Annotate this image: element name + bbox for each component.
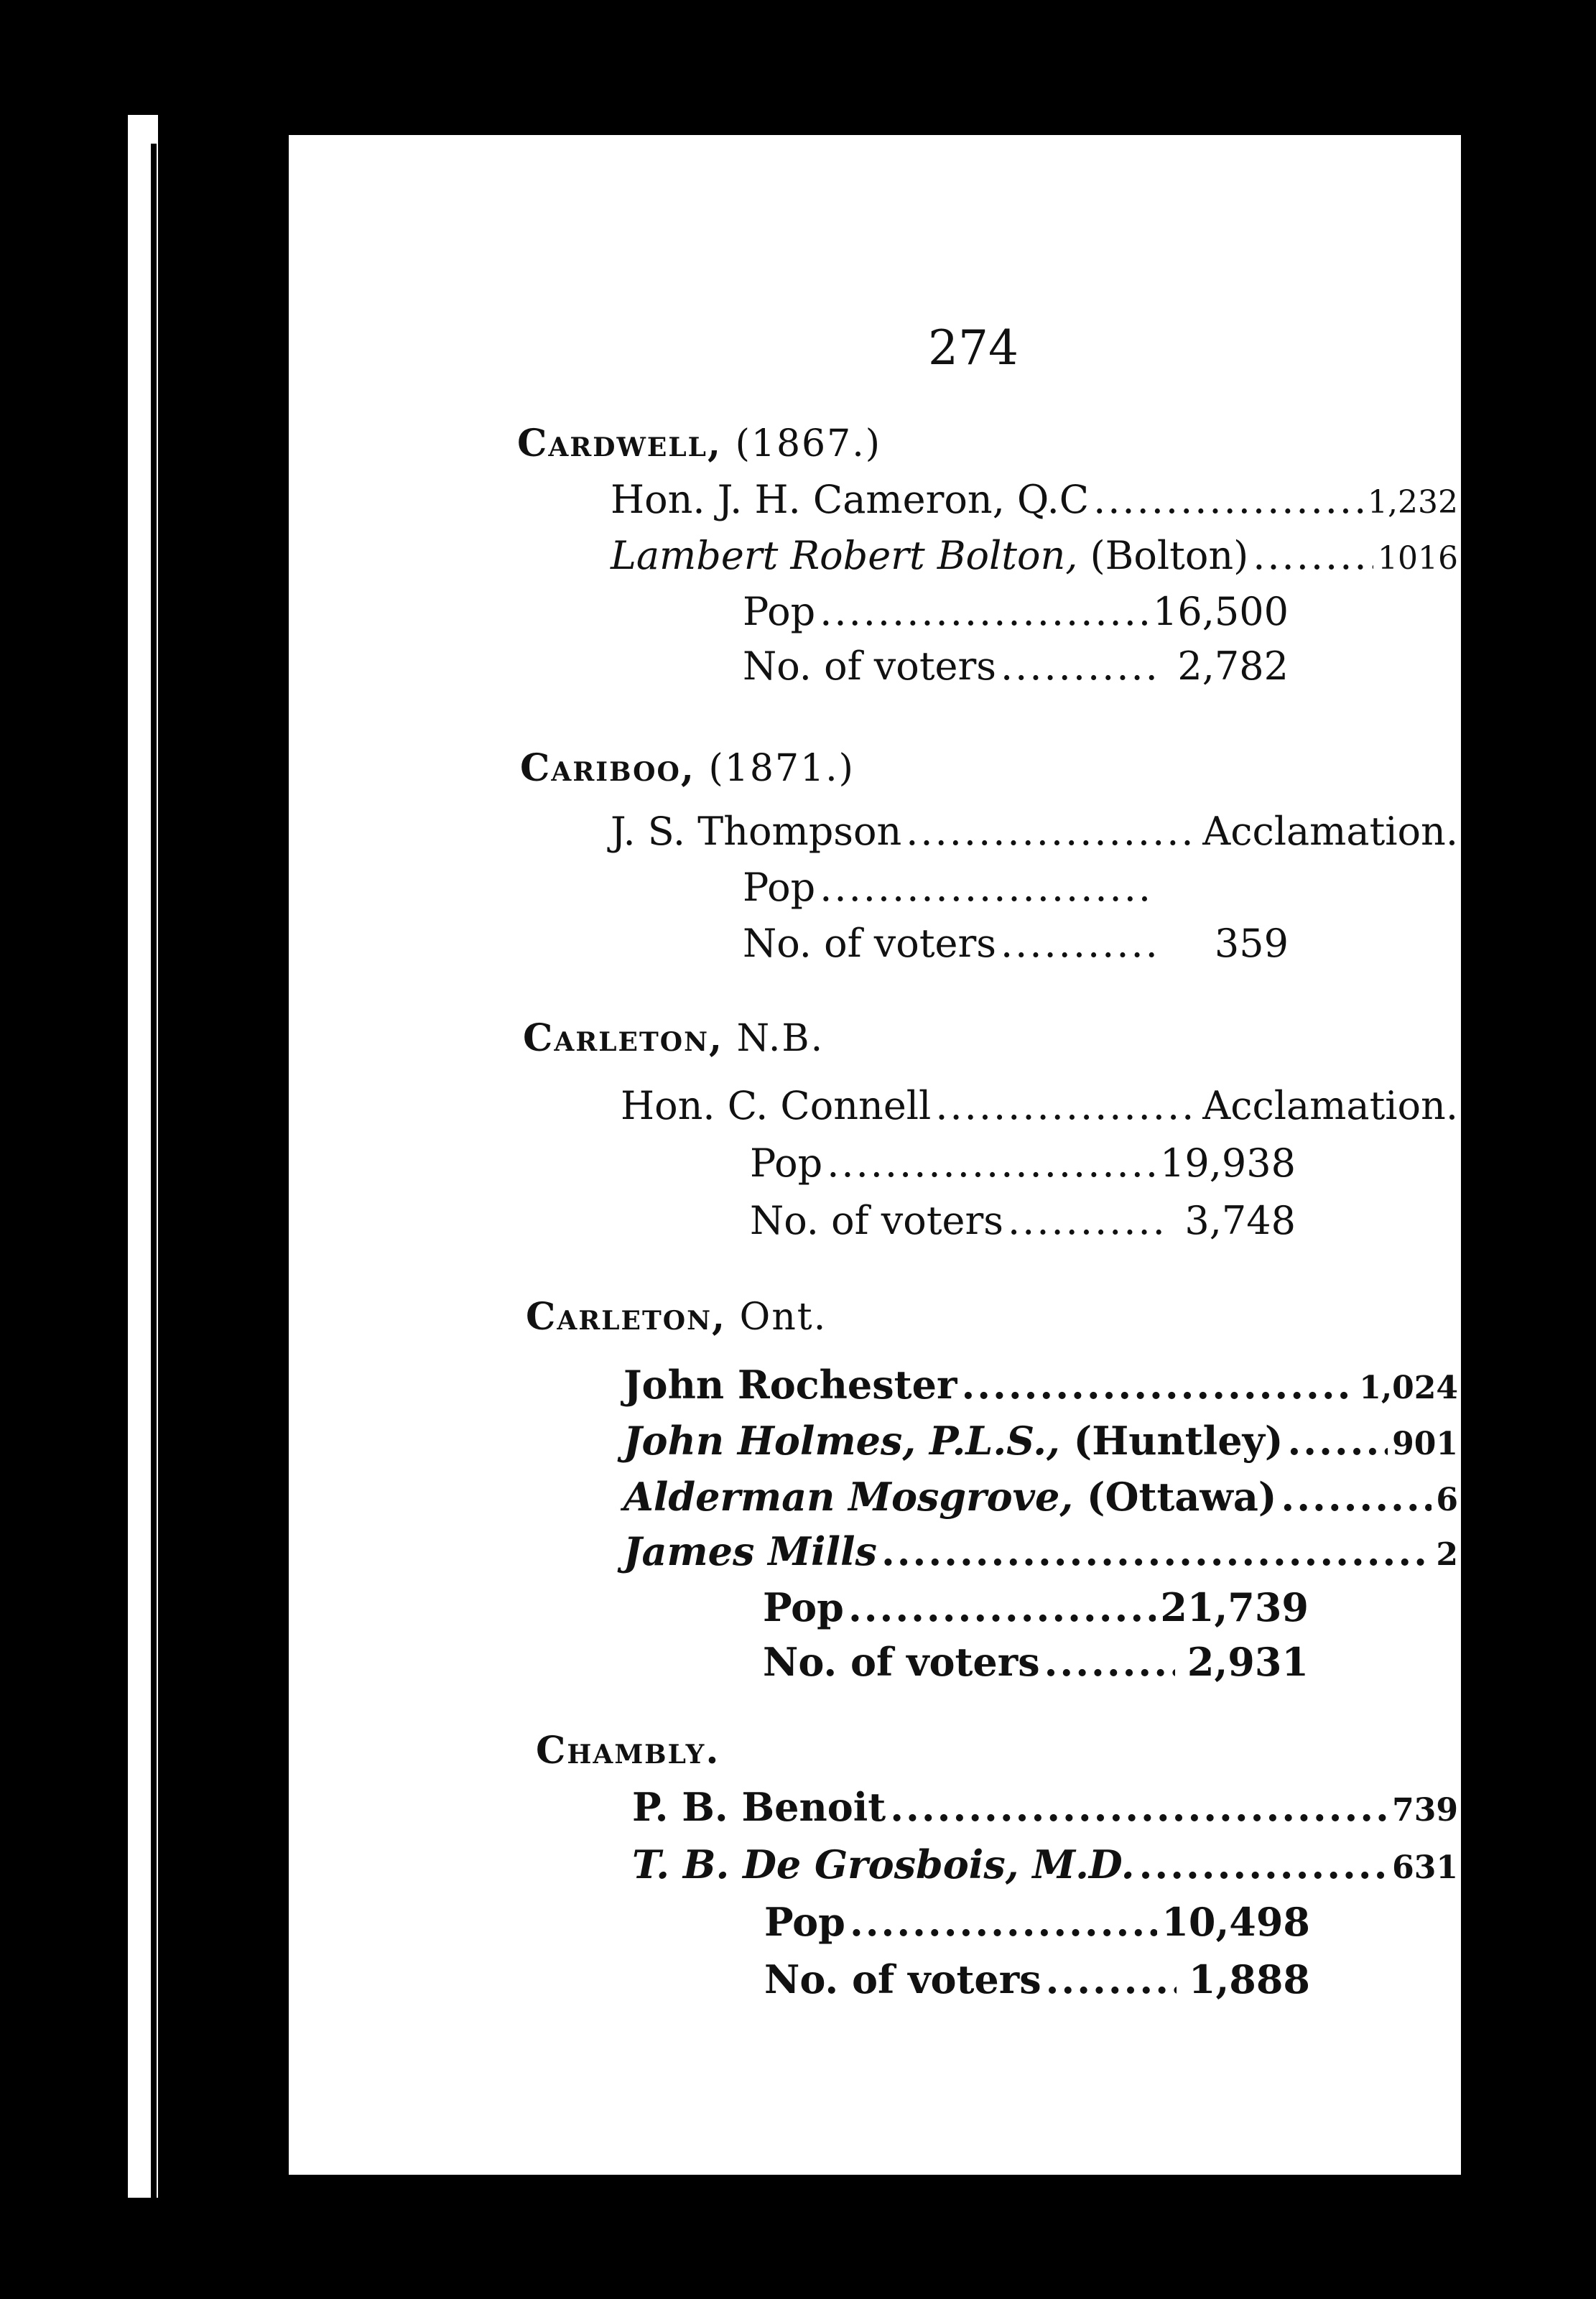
candidate-row: Hon. C. Connell ..... Acclamation. [621, 1083, 1458, 1129]
population-row: Pop ..... 10,498 [764, 1899, 1310, 1945]
section-heading-cariboo: Cariboo, (1871.) [520, 746, 855, 790]
candidate-row: John Rochester ..... 1,024 [623, 1362, 1458, 1411]
voters-row: No. of voters ..... 2,931 [763, 1639, 1309, 1685]
candidate-row: Lambert Robert Bolton, (Bolton) ..... 1016 [611, 533, 1458, 582]
voters-row: No. of voters ..... 3,748 [750, 1198, 1296, 1244]
candidate-row: Alderman Mosgrove, (Ottawa) ..... 6 [623, 1474, 1458, 1523]
candidate-row: Hon. J. H. Cameron, Q.C ..... 1,232 [611, 477, 1458, 526]
candidate-row: T. B. De Grosbois, M.D. ..... 631 [632, 1841, 1458, 1891]
book-spine-shadow [151, 144, 157, 2198]
candidate-row: James Mills ..... 2 [623, 1528, 1458, 1578]
section-heading-chambly: Chambly. [536, 1729, 720, 1773]
section-heading-carleton-nb: Carleton, N.B. [523, 1016, 825, 1060]
voters-row: No. of voters ..... 1,888 [764, 1956, 1310, 2002]
population-row: Pop ..... [743, 865, 1289, 911]
population-row: Pop ..... 19,938 [750, 1141, 1296, 1186]
voters-row: No. of voters ..... 359 [743, 921, 1289, 967]
book-page [289, 135, 1461, 2175]
candidate-row: P. B. Benoit ..... 739 [632, 1784, 1458, 1834]
section-heading-cardwell: Cardwell, (1867.) [517, 422, 882, 465]
page-number: 274 [928, 320, 1019, 376]
voters-row: No. of voters ..... 2,782 [743, 644, 1289, 689]
population-row: Pop ..... 21,739 [763, 1584, 1309, 1630]
candidate-row: J. S. Thompson ..... Acclamation. [611, 809, 1458, 855]
population-row: Pop ..... 16,500 [743, 589, 1289, 635]
candidate-row: John Holmes, P.L.S., (Huntley) ..... 901 [623, 1418, 1458, 1467]
section-heading-carleton-ont: Carleton, Ont. [526, 1295, 827, 1339]
